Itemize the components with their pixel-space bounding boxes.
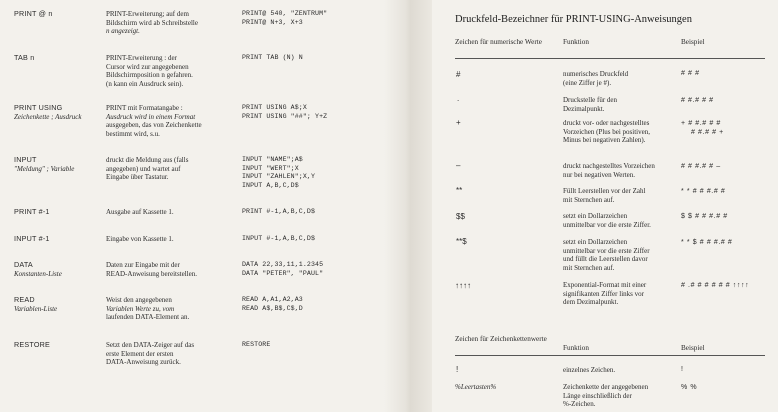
- command-example: PRINT #-1,A,B,C,D$: [242, 208, 316, 215]
- format-example: # #.# # #: [681, 97, 714, 104]
- command-description: PRINT-Erweiterung; auf dem Bildschirm wird ab Schreibstelle n angezeigt.: [106, 10, 198, 36]
- format-example: $ $ # # #.# #: [681, 213, 728, 220]
- column-header-function: Funktion: [563, 38, 589, 46]
- format-function: Druckstelle für den Dezimalpunkt.: [563, 96, 618, 113]
- format-function: einzelnes Zeichen.: [563, 366, 616, 374]
- header-rule: [455, 355, 765, 356]
- command-example: INPUT "NAME";A$ INPUT "WERT";X INPUT "ZAHLEN";X,Y INPUT A,B,C,D$: [242, 156, 316, 189]
- format-example: # .# # # # # # ↑↑↑↑: [681, 282, 750, 289]
- command-description: PRINT mit Formatangabe : Ausdruck wird in einem Format ausgegeben, das von Zeichenkette bestimmt wird, s.u.: [106, 104, 202, 138]
- format-function: Füllt Leerstellen vor der Zahl mit Sternchen auf.: [563, 187, 646, 204]
- column-header-symbol: Zeichen für Zeichenkettenwerte: [455, 335, 547, 343]
- command-name: READ: [14, 295, 35, 304]
- command-example: PRINT TAB (N) N: [242, 54, 303, 61]
- command-name: INPUT: [14, 155, 37, 164]
- format-symbol: **: [456, 186, 463, 195]
- format-example: * * $ # # #.# #: [681, 239, 733, 246]
- format-symbol: +: [456, 118, 461, 127]
- command-name: PRINT #-1: [14, 207, 50, 216]
- command-description: Setzt den DATA-Zeiger auf das erste Element der ersten DATA-Anweisung zurück.: [106, 341, 195, 367]
- format-symbol: $$: [456, 212, 465, 221]
- format-example: % %: [681, 384, 698, 391]
- format-symbol: –: [456, 161, 461, 170]
- command-description: Weist den angegebenen Variablen Werte zu, vom laufenden DATA-Element an.: [106, 296, 190, 322]
- format-function: druckt nachgestelltes Vorzeichen nur bei negativen Werten.: [563, 162, 655, 179]
- page-title: Druckfeld-Bezeichner für PRINT-USING-Anweisungen: [455, 14, 692, 25]
- command-example: PRINT USING A$;X PRINT USING "##"; Y+Z: [242, 104, 328, 120]
- format-symbol: #: [456, 70, 461, 79]
- command-name: PRINT @ n: [14, 9, 53, 18]
- command-example: DATA 22,33,11,1.2345 DATA "PETER", "PAUL": [242, 261, 324, 277]
- column-header-function: Funktion: [563, 344, 589, 352]
- format-function: druckt vor- oder nachgestelltes Vorzeichen (Plus bei positiven, Minus bei negativen Zahlen).: [563, 119, 650, 145]
- command-name: DATA: [14, 260, 33, 269]
- column-header-example: Beispiel: [681, 344, 705, 352]
- column-header-symbol: Zeichen für numerische Werte: [455, 38, 542, 46]
- command-description: Ausgabe auf Kassette 1.: [106, 208, 174, 216]
- command-argument: Konstanten-Liste: [14, 270, 62, 278]
- command-description: PRINT-Erweiterung : der Cursor wird zur angegebenen Bildschirmposition n gefahren. (n kann ein Ausdruck sein).: [106, 54, 193, 88]
- command-description: druckt die Meldung aus (falls angegeben) und wartet auf Eingabe über Tastatur.: [106, 156, 189, 182]
- format-example: !: [681, 366, 684, 373]
- header-rule: [455, 58, 765, 59]
- command-argument: Zeichenkette ; Ausdruck: [14, 113, 82, 121]
- format-symbol: **$: [456, 237, 467, 246]
- column-header-example: Beispiel: [681, 38, 705, 46]
- format-function: Zeichenkette der angegebenen Länge einschließlich der %-Zeichen.: [563, 383, 649, 409]
- command-argument: "Meldung" ; Variable: [14, 165, 75, 173]
- format-symbol: .: [457, 94, 460, 103]
- command-description: Daten zur Eingabe mit der READ-Anweisung bereitstellen.: [106, 261, 197, 278]
- command-example: PRINT@ 540, "ZENTRUM" PRINT@ N+3, X+3: [242, 10, 328, 26]
- command-description: Eingabe von Kassette 1.: [106, 235, 174, 243]
- command-example: RESTORE: [242, 341, 271, 348]
- command-name: PRINT USING: [14, 103, 63, 112]
- format-function: setzt ein Dollarzeichen unmittelbar vor die erste Ziffer und füllt die Leerstellen davor mit Sternchen auf.: [563, 238, 650, 272]
- command-example: READ A,A1,A2,A3 READ A$,B$,C$,D: [242, 296, 303, 312]
- format-function: numerisches Druckfeld (eine Ziffer je #).: [563, 70, 629, 87]
- format-example: + # #.# # # # #.# # +: [681, 120, 724, 136]
- command-argument: Variablen-Liste: [14, 305, 58, 313]
- command-name: TAB n: [14, 53, 35, 62]
- command-name: RESTORE: [14, 340, 51, 349]
- format-function: setzt ein Dollarzeichen unmittelbar vor die erste Ziffer.: [563, 212, 651, 229]
- format-example: # # #.# # –: [681, 163, 721, 170]
- format-function: Exponential-Format mit einer signifikanten Ziffer links vor dem Dezimalpunkt.: [563, 281, 647, 307]
- format-example: # # #: [681, 70, 700, 77]
- format-symbol: !: [456, 365, 459, 374]
- format-symbol: ↑↑↑↑: [455, 281, 471, 290]
- page-gutter: [384, 0, 432, 412]
- format-example: * * # # #.# #: [681, 188, 726, 195]
- command-example: INPUT #-1,A,B,C,D$: [242, 235, 316, 242]
- format-symbol: %Leertasten%: [455, 383, 497, 391]
- command-name: INPUT #-1: [14, 234, 50, 243]
